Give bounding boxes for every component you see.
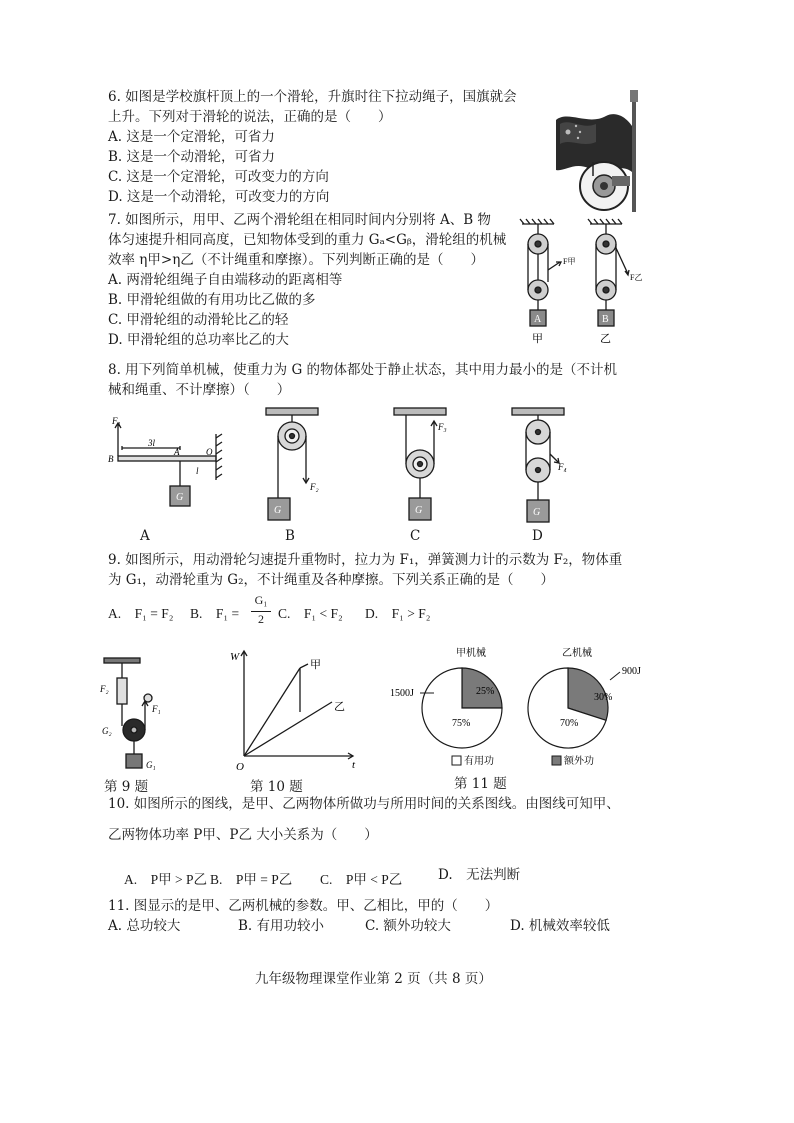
q7-option-a: A. 两滑轮组绳子自由端移动的距离相等 xyxy=(108,272,343,288)
q6-option-b: B. 这是一个动滑轮，可省力 xyxy=(108,149,276,165)
q10-stem-line2: 乙两物体功率 P甲、P乙 大小关系为（ ） xyxy=(108,827,378,843)
q8-c-g-label: G xyxy=(415,505,423,516)
q6-option-c: C. 这是一个定滑轮，可改变力的方向 xyxy=(108,169,329,185)
pie-jia-title: 甲机械 xyxy=(456,648,486,659)
pie-yi-annotation: 900J xyxy=(622,666,641,677)
q8-a-a-label: A xyxy=(174,447,180,457)
q8-figure-d-pulley-block xyxy=(508,406,578,526)
q10-origin-label: O xyxy=(236,761,244,773)
q8-caption-a: A xyxy=(140,528,150,544)
q9-option-d: D. F₁ > F₂ xyxy=(365,606,431,621)
q11-option-b: B. 有用功较小 xyxy=(238,918,325,934)
q8-c-f3-label: F₃ xyxy=(438,422,447,432)
q9-g1-label: G₁ xyxy=(146,760,156,770)
q9-caption: 第 9 题 xyxy=(104,779,149,795)
q8-figure-a-lever xyxy=(108,410,238,522)
q8-b-g-label: G xyxy=(274,505,282,516)
q6-option-a: A. 这是一个定滑轮，可省力 xyxy=(108,129,275,145)
pie-jia-annotation: 1500J xyxy=(390,688,414,699)
q8-a-b-label: B xyxy=(108,454,114,464)
q9-option-c: C. F₁ < F₂ xyxy=(278,606,343,621)
q6-stem-line1: 6. 如图是学校旗杆顶上的一个滑轮，升旗时往下拉动绳子，国旗就会 xyxy=(108,89,517,105)
q9-g2-label: G₂ xyxy=(102,726,112,736)
q6-option-d: D. 这是一个动滑轮，可改变力的方向 xyxy=(108,189,330,205)
q9-stem-line1: 9. 如图所示，用动滑轮匀速提升重物时，拉力为 F₁，弹簧测力计的示数为 F₂，物体重 xyxy=(108,552,623,568)
q6-stem-line2: 上升。下列对于滑轮的说法，正确的是（ ） xyxy=(108,109,392,125)
q7-stem-line1: 7. 如图所示，用甲、乙两个滑轮组在相同时间内分别将 A、B 物 xyxy=(108,212,491,228)
q8-a-o-label: O xyxy=(206,447,213,457)
q9-figure xyxy=(100,656,180,774)
q7-box-b-label: B xyxy=(602,314,609,325)
q8-a-g-label: G xyxy=(176,492,184,503)
q10-option-d: D. 无法判断 xyxy=(438,867,521,883)
q8-figure-c-movable-pulley xyxy=(390,406,460,524)
q10-wt-graph xyxy=(228,646,368,774)
q11-option-d: D. 机械效率较低 xyxy=(510,918,610,934)
legend-extra-label: 额外功 xyxy=(564,756,594,767)
q9-frac-numerator: G₁ xyxy=(254,593,268,607)
pie-yi-title: 乙机械 xyxy=(562,648,592,659)
page-footer: 九年级物理课堂作业第 2 页（共 8 页） xyxy=(255,971,492,987)
q8-a-3l-label: 3l xyxy=(148,438,156,448)
q7-box-a-label: A xyxy=(534,314,542,325)
pie-yi-extra-label: 30% xyxy=(594,692,613,703)
legend-extra-swatch xyxy=(552,756,561,765)
q11-pie-charts xyxy=(386,644,656,776)
q10-caption: 第 10 题 xyxy=(250,779,303,795)
q9-frac-denominator: 2 xyxy=(258,612,264,626)
q8-stem-line2: 械和绳重、不计摩擦）（ ） xyxy=(108,382,291,398)
q8-a-f1-label: F₁ xyxy=(112,416,121,426)
q8-a-l-label: l xyxy=(196,466,199,476)
q10-option-a: A. P甲 > P乙 xyxy=(124,872,208,887)
q10-y-axis-label: W xyxy=(230,651,240,663)
pie-yi-useful-label: 70% xyxy=(560,718,579,729)
q11-option-a: A. 总功较大 xyxy=(108,918,181,934)
q10-option-b: B. P甲 = P乙 xyxy=(210,872,293,887)
q8-caption-c: C xyxy=(410,528,421,544)
q10-option-c: C. P甲 < P乙 xyxy=(320,872,403,887)
q8-b-f2-label: F₂ xyxy=(310,482,319,492)
pie-jia-useful-label: 75% xyxy=(452,718,471,729)
q11-stem: 11. 图显示的是甲、乙两机械的参数。甲、乙相比，甲的（ ） xyxy=(108,898,499,914)
q7-f-yi-label: F乙 xyxy=(630,273,643,282)
q10-stem-line1: 10. 如图所示的图线，是甲、乙两物体所做功与所用时间的关系图线。由图线可知甲、 xyxy=(108,796,620,812)
q8-stem-line1: 8. 用下列简单机械，使重力为 G 的物体都处于静止状态，其中用力最小的是（不计机 xyxy=(108,362,618,378)
q7-option-b: B. 甲滑轮组做的有用功比乙做的多 xyxy=(108,292,316,308)
flag-pulley-photo xyxy=(548,80,648,212)
pie-jia-extra-label: 25% xyxy=(476,686,495,697)
q9-option-b: B. F₁ = xyxy=(190,606,240,621)
q9-stem-line2: 为 G₁，动滑轮重为 G₂，不计绳重及各种摩擦。下列关系正确的是（ ） xyxy=(108,572,554,588)
q9-f2-label: F₂ xyxy=(100,684,109,694)
q9-option-a: A. F₁ = F₂ xyxy=(108,606,174,621)
q9-f1-label: F₁ xyxy=(152,704,161,714)
q8-figure-b-fixed-pulley xyxy=(262,406,332,524)
q7-option-c: C. 甲滑轮组的动滑轮比乙的轻 xyxy=(108,312,289,328)
legend-useful-label: 有用功 xyxy=(464,756,494,767)
q10-line-yi-label: 乙 xyxy=(334,701,345,713)
q11-option-c: C. 额外功较大 xyxy=(365,918,451,934)
q7-option-d: D. 甲滑轮组的总功率比乙的大 xyxy=(108,332,289,348)
q7-jia-caption: 甲 xyxy=(532,333,543,345)
q10-line-jia-label: 甲 xyxy=(310,659,321,671)
q7-f-jia-label: F甲 xyxy=(563,257,576,266)
q8-caption-d: D xyxy=(532,528,543,544)
q7-pulley-figure xyxy=(508,218,658,348)
q8-d-g-label: G xyxy=(533,507,541,518)
q7-yi-caption: 乙 xyxy=(600,333,611,345)
pie-yi-annotation-leader xyxy=(610,672,620,680)
q10-x-axis-label: t xyxy=(352,759,356,771)
q7-stem-line2: 体匀速提升相同高度，已知物体受到的重力 Gₐ<Gᵦ，滑轮组的机械 xyxy=(108,232,507,248)
q11-caption: 第 11 题 xyxy=(454,776,507,792)
q7-stem-line3: 效率 η甲>η乙（不计绳重和摩擦）。下列判断正确的是（ ） xyxy=(108,252,485,268)
q8-caption-b: B xyxy=(285,528,295,544)
legend-useful-swatch xyxy=(452,756,461,765)
q8-d-f4-label: F₄ xyxy=(558,462,567,472)
